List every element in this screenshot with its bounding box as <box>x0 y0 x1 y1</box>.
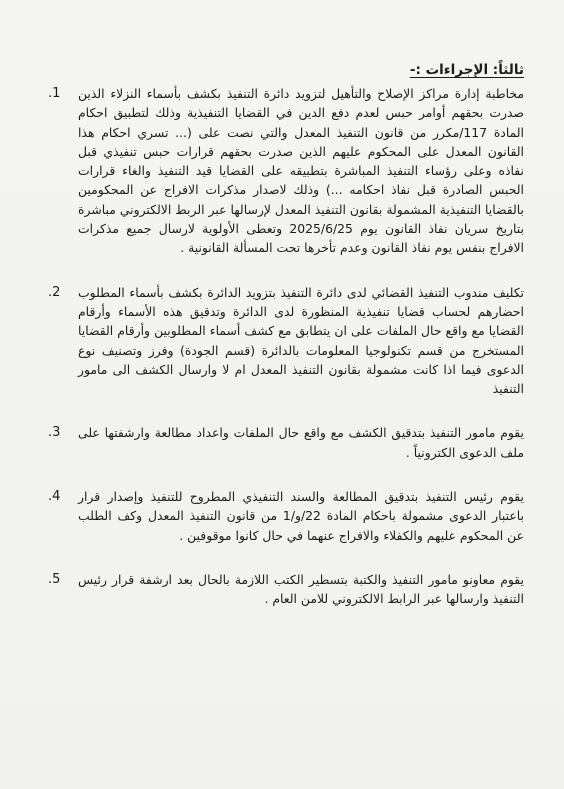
section-heading: ثالثاً: الإجراءات :- <box>409 62 524 78</box>
procedure-number: .1 <box>48 86 61 101</box>
procedure-number: .5 <box>48 571 61 587</box>
procedure-item-2 <box>46 283 524 399</box>
procedure-number: .4 <box>48 489 61 505</box>
procedure-text: تكليف مندوب التنفيذ القضائي لدى دائرة التنفيذ بتزويد الدائرة بكشف بأسماء المطلوب احضارهم لحساب قضايا تنفيذية المنظورة لدى الدائرة وتدقيق هذه الأسماء وأرقام القضايا مع واقع حال الملفات على ان يتطابق مع كشف أسماء المطلوبين وأرقام القضايا المستخرج من قسم تكنولوجيا المعلومات بالدائرة (قسم الجودة) وفرز وتصنيف نوع الدعوى فيما اذا كانت مشمولة بقانون التنفيذ المعدل ام لا وارسال الكشف الى مامور التنفيذ <box>78 284 524 397</box>
procedure-text: مخاطبة إدارة مراكز الإصلاح والتأهيل لتزويد دائرة التنفيذ بكشف بأسماء النزلاء الذين صدرت بحقهم أوامر حبس لعدم دفع الدين في القضايا التنفيذية وذلك لتطبيق احكام المادة 117/مكرر من قانون التنفيذ المعدل والتي نصت على (... تسري احكام هذا القانون المعدل على المحكوم عليهم الذين صدرت بحقهم قرارات حبس تنفيذي قبل نفاذه وعلى رؤساء التنفيذ المباشرة بتطبيقه على القضايا قيد التنفيذ والغاء قرارات الحبس الصادرة قبل نفاذ احكامه ...) وذلك لاصدار مذكرات الافراج عن المحكومين بالقضايا التنفيذية المشمولة بقانون التنفيذ المعدل لإرسالها عبر الربط الالكتروني مباشرة بتاريخ سريان نفاذ القانون يوم 2025/6/25 وتعطى الأولوية لارسال جميع مذكرات الافراج بنفس يوم نفاذ القانون وعدم تأخرها تحت المسألة القانونية . <box>78 86 524 256</box>
procedure-text: يقوم مامور التنفيذ بتدقيق الكشف مع واقع حال الملفات واعداد مطالعة وارشفتها على ملف الدعوى الكترونياً . <box>78 425 524 460</box>
procedure-number: .2 <box>48 284 61 300</box>
procedure-text: يقوم رئيس التنفيذ بتدقيق المطالعة والسند التنفيذي المطروح للتنفيذ وإصدار قرار باعتبار الدعوى مشمولة باحكام المادة 22/و/1 من قانون التنفيذ المعدل وكف الطلب عن المحكوم عليهم والكفلاء والافراج عنهما في حال كانوا موقوفين . <box>78 489 524 543</box>
procedure-item-3 <box>46 423 524 462</box>
procedure-text: يقوم معاونو مامور التنفيذ والكتبة بتسطير الكتب اللازمة بالحال بعد ارشفة قرار رئيس التنفيذ وارسالها عبر الرابط الالكتروني للامن العام . <box>78 571 524 607</box>
procedure-number: .3 <box>48 425 61 441</box>
procedures-list <box>46 84 524 609</box>
procedure-item-4 <box>46 487 524 545</box>
procedure-item-1 <box>46 84 524 258</box>
procedure-item-5 <box>46 570 524 609</box>
